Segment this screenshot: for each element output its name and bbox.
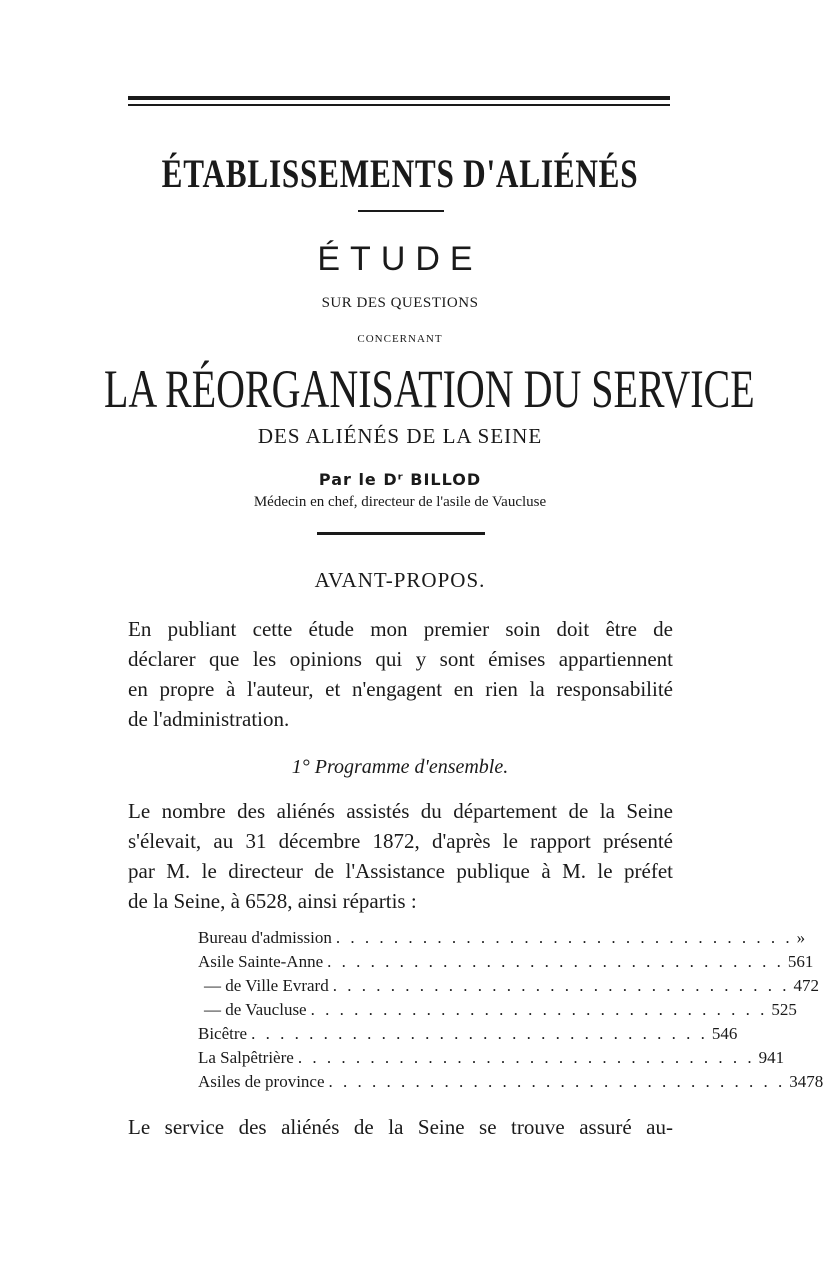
closing-paragraph <box>128 1112 673 1142</box>
page-title: ÉTABLISSEMENTS D'ALIÉNÉS <box>161 151 639 196</box>
table-row <box>198 1048 785 1072</box>
paragraph-line: de l'administration. <box>128 707 290 731</box>
dot-leader: . . . . . . . . . . . . . . . . . . . . . . . . . . . . . . . . <box>332 976 790 995</box>
paragraph-line: déclarer que les opinions qui y sont émises appartiennent <box>128 647 673 671</box>
table-row-label: — de Ville Evrard <box>204 976 329 995</box>
dot-leader: . . . . . . . . . . . . . . . . . . . . . . . . . . . . . . . . <box>297 1048 755 1067</box>
etude-heading: ÉTUDE <box>317 240 483 278</box>
paragraph-line: en propre à l'auteur, et n'engagent en rien la responsabilité <box>128 677 673 701</box>
table-row <box>198 1072 823 1096</box>
main-heading: LA RÉORGANISATION DU SERVICE <box>104 359 755 419</box>
section-heading: 1° Programme d'ensemble. <box>291 756 509 778</box>
table-row-label: Asiles de province <box>198 1072 325 1091</box>
table-row-label: La Salpêtrière <box>198 1048 294 1067</box>
top-double-rule-thick <box>128 96 670 100</box>
dot-leader: . . . . . . . . . . . . . . . . . . . . . . . . . . . . . . . . <box>335 928 793 947</box>
top-double-rule-thin <box>128 104 670 106</box>
table-row-value: 941 <box>758 1048 785 1067</box>
paragraph-line: En publiant cette étude mon premier soin doit être de <box>128 617 673 641</box>
distribution-table <box>198 928 823 1096</box>
dot-leader: . . . . . . . . . . . . . . . . . . . . . . . . . . . . . . . . <box>327 952 784 971</box>
table-row-value: 561 <box>787 952 814 971</box>
section-paragraph <box>128 796 673 916</box>
table-row <box>198 952 814 976</box>
paragraph-line: Le service des aliénés de la Seine se trouve assuré au- <box>128 1115 673 1139</box>
table-row <box>198 1000 797 1024</box>
table-row <box>198 1024 738 1048</box>
table-row-value: 546 <box>711 1024 738 1043</box>
avant-propos-heading: AVANT-PROPOS. <box>314 568 486 592</box>
author-role: Médecin en chef, directeur de l'asile de Vaucluse <box>253 494 547 510</box>
table-row <box>198 976 819 1000</box>
des-alienes-heading: DES ALIÉNÉS DE LA SEINE <box>257 424 543 448</box>
table-row-value: 3478 <box>789 1072 823 1091</box>
table-row-label: — de Vaucluse <box>204 1000 307 1019</box>
sur-des-questions: SUR DES QUESTIONS <box>321 295 479 311</box>
paragraph-line: s'élevait, au 31 décembre 1872, d'après le rapport présenté <box>128 829 673 853</box>
table-row-value: 472 <box>793 976 819 995</box>
paragraph-line: de la Seine, à 6528, ainsi répartis : <box>128 889 417 913</box>
divider-rule-1 <box>358 210 444 212</box>
divider-rule-2 <box>317 532 485 535</box>
dot-leader: . . . . . . . . . . . . . . . . . . . . . . . . . . . . . . . . <box>310 1000 768 1019</box>
table-row-label: Asile Sainte-Anne <box>198 952 324 971</box>
concernant-label: CONCERNANT <box>357 333 443 345</box>
table-row-label: Bureau d'admission <box>198 928 332 947</box>
table-row-value: 525 <box>771 1000 797 1019</box>
dot-leader: . . . . . . . . . . . . . . . . . . . . . . . . . . . . . . . . <box>251 1024 708 1043</box>
paragraph-line: Le nombre des aliénés assistés du département de la Seine <box>128 799 673 823</box>
avant-propos-paragraph <box>128 614 673 734</box>
author-line: Par le Dʳ BILLOD <box>318 470 482 489</box>
table-row-label: Bicêtre <box>198 1024 248 1043</box>
dot-leader: . . . . . . . . . . . . . . . . . . . . . . . . . . . . . . . . <box>328 1072 786 1091</box>
table-row <box>198 928 806 952</box>
table-row-value: » <box>796 928 806 947</box>
paragraph-line: par M. le directeur de l'Assistance publique à M. le préfet <box>128 859 673 883</box>
